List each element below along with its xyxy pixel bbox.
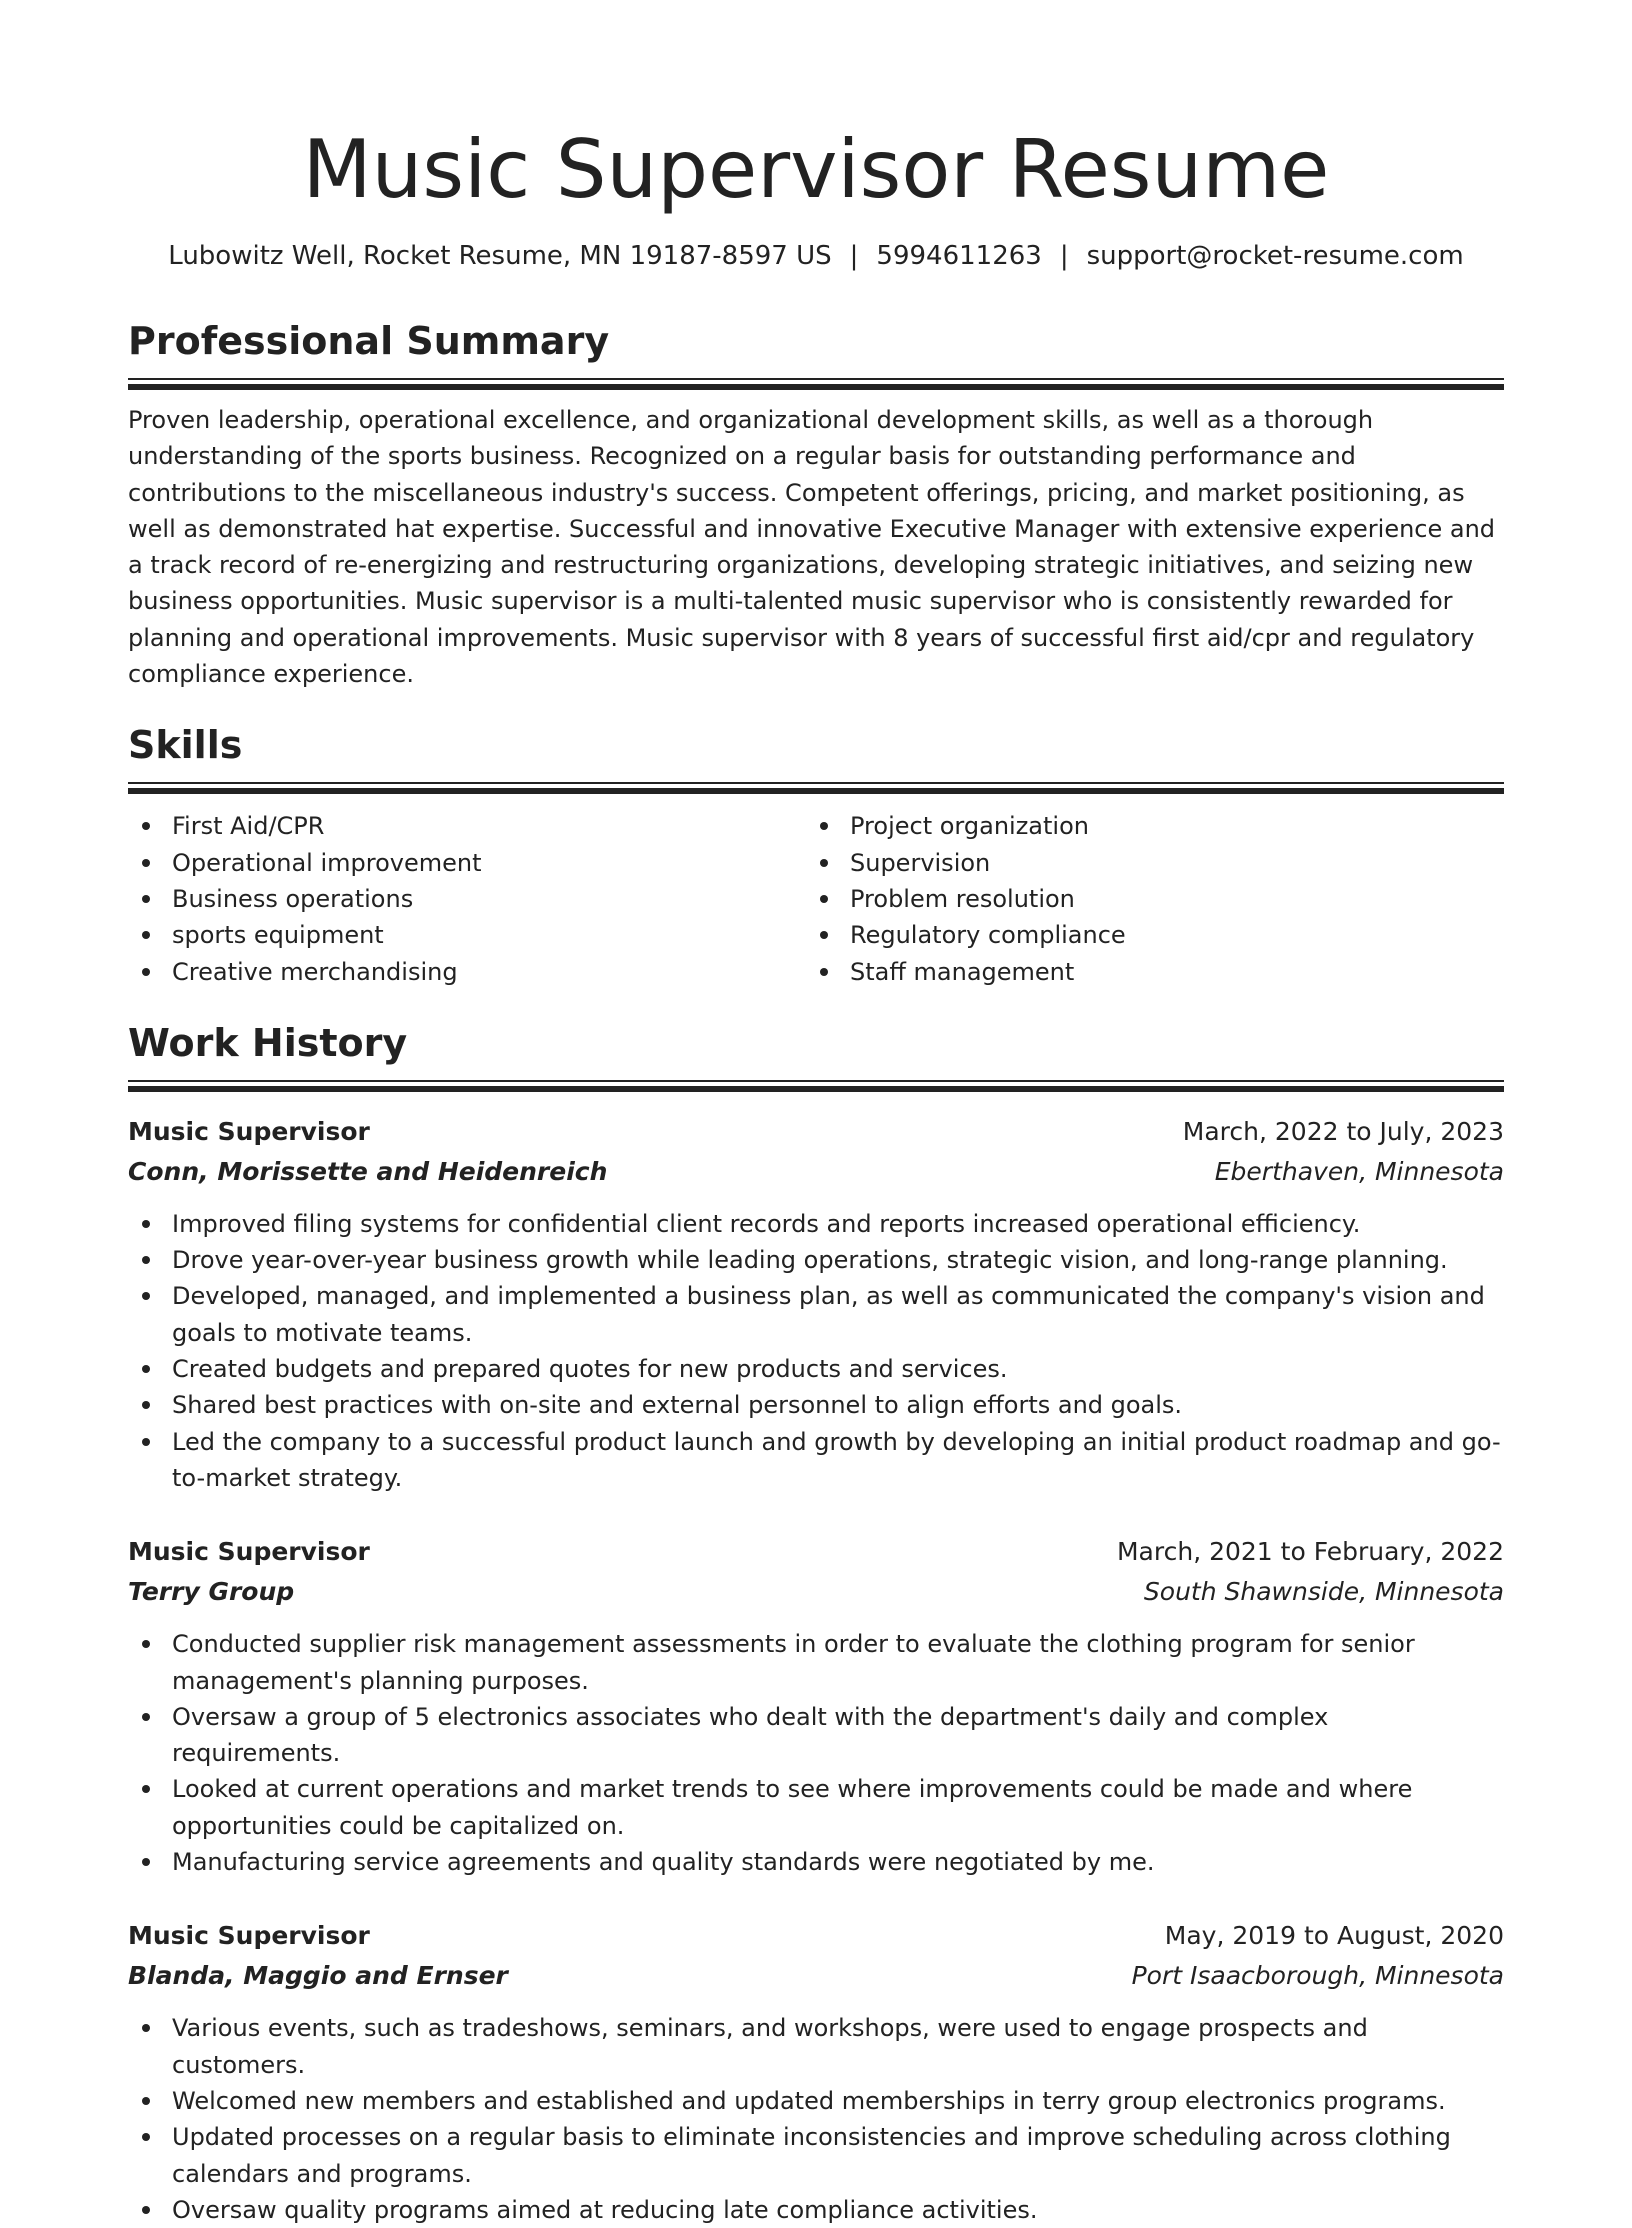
- job-dates: March, 2022 to July, 2023: [1182, 1116, 1504, 1146]
- job-duties: [128, 1206, 1504, 1496]
- job-duty-item: Manufacturing service agreements and quality standards were negotiated by me.: [128, 1844, 1504, 1880]
- skill-item: Project organization: [806, 808, 1484, 844]
- skill-item: Business operations: [128, 881, 806, 917]
- job-duty-item: Oversaw a group of 5 electronics associates who dealt with the department's daily and complex requirements.: [128, 1699, 1504, 1772]
- skills-list: [128, 808, 1504, 989]
- skill-item: Regulatory compliance: [806, 917, 1484, 953]
- job-duties: [128, 1626, 1504, 1880]
- job-duty-item: Looked at current operations and market trends to see where improvements could be made and where opportunities could be capitalized on.: [128, 1771, 1504, 1844]
- skills-column-right: [806, 808, 1484, 989]
- job-company: Blanda, Maggio and Ernser: [128, 1961, 508, 1991]
- job-company-row: [128, 1956, 1504, 1996]
- skills-heading: Skills: [128, 723, 243, 768]
- job-duty-item: Drove year-over-year business growth while leading operations, strategic vision, and long-range planning.: [128, 1242, 1504, 1278]
- skill-item: First Aid/CPR: [128, 808, 806, 844]
- job-title: Music Supervisor: [128, 1116, 370, 1146]
- job-entry: [128, 1916, 1504, 2228]
- resume-title: Music Supervisor Resume: [302, 123, 1330, 216]
- job-duty-item: Improved filing systems for confidential client records and reports increased operational efficiency.: [128, 1206, 1504, 1242]
- job-header-row: [128, 1916, 1504, 1956]
- contact-line: [128, 238, 1504, 274]
- job-title: Music Supervisor: [128, 1537, 370, 1567]
- job-duty-item: Updated processes on a regular basis to eliminate inconsistencies and improve scheduling across clothing calendars and programs.: [128, 2119, 1504, 2192]
- job-header-row: [128, 1532, 1504, 1572]
- job-duty-item: Led the company to a successful product launch and growth by developing an initial product roadmap and go-to-market strategy.: [128, 1424, 1504, 1497]
- contact-separator: |: [849, 241, 859, 271]
- skill-item: Staff management: [806, 954, 1484, 990]
- section-divider: [128, 782, 1504, 794]
- job-location: Port Isaacborough, Minnesota: [1131, 1961, 1504, 1991]
- job-duties: [128, 2010, 1504, 2228]
- job-duty-item: Conducted supplier risk management assessments in order to evaluate the clothing program for senior management's planning purposes.: [128, 1626, 1504, 1699]
- job-dates: May, 2019 to August, 2020: [1164, 1921, 1504, 1951]
- skills-column-left: [128, 808, 806, 989]
- job-header-row: [128, 1112, 1504, 1152]
- summary-heading: Professional Summary: [128, 319, 610, 363]
- job-duty-item: Developed, managed, and implemented a business plan, as well as communicated the company's vision and goals to motivate teams.: [128, 1278, 1504, 1351]
- job-duty-item: Various events, such as tradeshows, seminars, and workshops, were used to engage prospects and customers.: [128, 2010, 1504, 2083]
- job-company-row: [128, 1152, 1504, 1192]
- skill-item: sports equipment: [128, 917, 806, 953]
- section-divider: [128, 1080, 1504, 1092]
- work-history-heading: Work History: [128, 1020, 408, 1065]
- skill-item: Operational improvement: [128, 845, 806, 881]
- contact-phone: 5994611263: [876, 241, 1042, 271]
- section-divider: [128, 378, 1504, 390]
- job-entry: [128, 1532, 1504, 1880]
- contact-address: Lubowitz Well, Rocket Resume, MN 19187-8597 US: [168, 241, 832, 271]
- job-company-row: [128, 1572, 1504, 1612]
- job-dates: March, 2021 to February, 2022: [1116, 1537, 1504, 1567]
- contact-email: support@rocket-resume.com: [1086, 241, 1464, 271]
- job-company: Conn, Morissette and Heidenreich: [128, 1156, 608, 1186]
- job-entry: [128, 1112, 1504, 1496]
- job-title: Music Supervisor: [128, 1921, 370, 1951]
- skill-item: Problem resolution: [806, 881, 1484, 917]
- job-duty-item: Oversaw quality programs aimed at reducing late compliance activities.: [128, 2192, 1504, 2228]
- job-location: Eberthaven, Minnesota: [1214, 1156, 1504, 1186]
- skill-item: Creative merchandising: [128, 954, 806, 990]
- job-duty-item: Created budgets and prepared quotes for new products and services.: [128, 1351, 1504, 1387]
- job-duty-item: Shared best practices with on-site and external personnel to align efforts and goals.: [128, 1387, 1504, 1423]
- summary-text: Proven leadership, operational excellence, and organizational development skills, as well as a thorough understanding of the sports business. Recognized on a regular basis for outstanding performance and contributions to the miscellaneous industry's success. Competent offerings, pricing, and market positioning, as well as demonstrated hat expertise. Successful and innovative Executive Manager with extensive experience and a track record of re-energizing and restructuring organizations, developing strategic initiatives, and seizing new business opportunities. Music supervisor is a multi-talented music supervisor who is consistently rewarded for planning and operational improvements. Music supervisor with 8 years of successful first aid/cpr and regulatory compliance experience.: [128, 406, 1496, 689]
- skill-item: Supervision: [806, 845, 1484, 881]
- job-company: Terry Group: [128, 1577, 295, 1607]
- job-duty-item: Welcomed new members and established and updated memberships in terry group electronics programs.: [128, 2083, 1504, 2119]
- contact-separator: |: [1059, 241, 1069, 271]
- job-location: South Shawnside, Minnesota: [1143, 1577, 1504, 1607]
